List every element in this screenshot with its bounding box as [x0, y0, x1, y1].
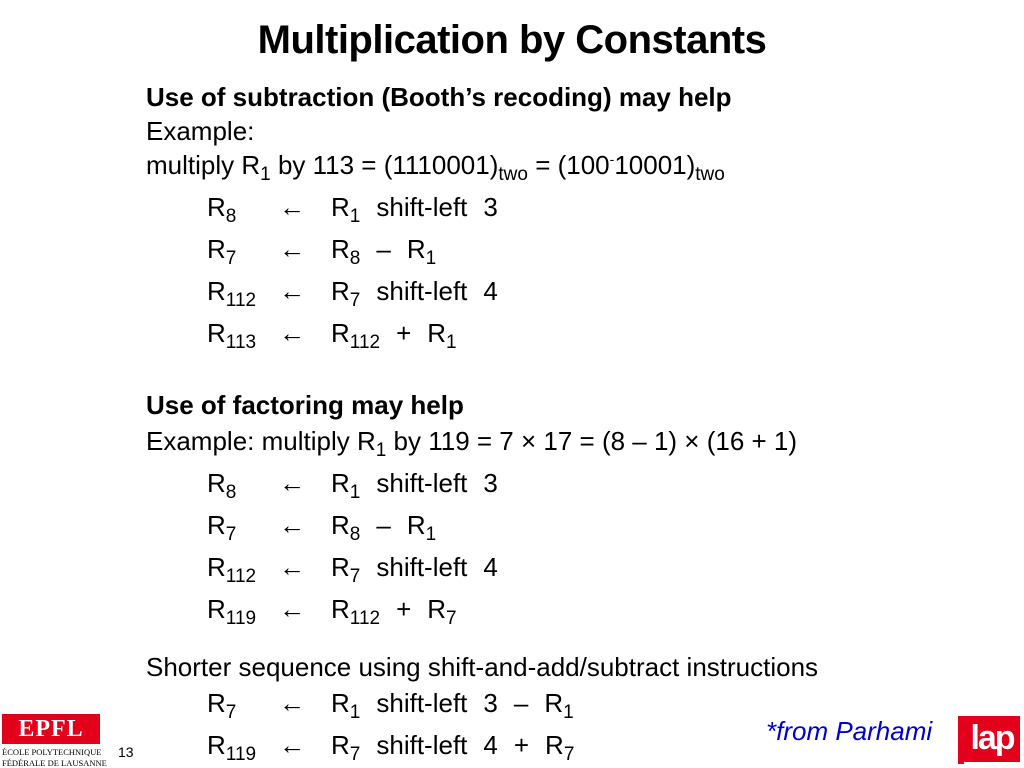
dest-register	[207, 276, 257, 311]
multiply-two1: two	[498, 164, 528, 185]
operand-sub: 1	[425, 524, 437, 545]
operation	[331, 552, 498, 587]
dest-register-sub: 7	[225, 248, 237, 269]
src-register-sub: 7	[349, 290, 361, 311]
operand: 3	[483, 468, 498, 498]
operand: 3	[483, 192, 498, 222]
dest-register-sub: 112	[225, 566, 257, 587]
dest-register	[207, 192, 237, 227]
operand: 4	[483, 730, 498, 760]
operator: +	[396, 594, 412, 624]
dest-register	[207, 234, 237, 269]
operation	[331, 594, 457, 629]
operation	[331, 276, 498, 311]
dest-register-sub: 7	[225, 524, 237, 545]
operator: –	[376, 234, 391, 264]
src-register-sub: 8	[349, 248, 361, 269]
slide-title: Multiplication by Constants	[257, 18, 767, 62]
assign-arrow: ←	[279, 730, 305, 760]
operation	[331, 192, 498, 227]
multiply-rest: 10001)	[614, 150, 696, 180]
operation	[331, 468, 498, 503]
operator: shift-left	[376, 468, 468, 498]
src-register-letter: R	[331, 730, 350, 760]
operand: R	[427, 318, 447, 348]
dest-register-letter: R	[207, 468, 226, 498]
dest-register-letter: R	[207, 510, 226, 540]
section1-example-label: Example:	[146, 116, 255, 146]
dest-register-letter: R	[207, 552, 226, 582]
operation	[331, 234, 437, 269]
dest-register-letter: R	[207, 730, 226, 760]
page-number: 13	[118, 744, 134, 760]
dest-register-letter: R	[207, 594, 226, 624]
dest-register-sub: 113	[225, 332, 257, 353]
operator-2: +	[513, 730, 530, 760]
assign-arrow: ←	[279, 552, 305, 582]
operand: R	[427, 594, 447, 624]
example2-prefix: Example: multiply R	[146, 426, 376, 456]
assign-arrow: ←	[279, 688, 305, 718]
assign-arrow: ←	[279, 594, 305, 624]
lap-logo-text: lap	[970, 719, 1014, 757]
dest-register-sub: 119	[225, 608, 257, 629]
src-register-sub: 1	[349, 482, 361, 503]
src-register-letter: R	[331, 234, 350, 264]
section2-heading: Use of factoring may help	[146, 390, 464, 420]
operation	[331, 730, 575, 765]
dest-register-sub: 7	[225, 702, 237, 723]
src-register-sub: 112	[349, 332, 381, 353]
dest-register-sub: 8	[225, 482, 237, 503]
section1-multiply-line	[146, 150, 725, 185]
dest-register-sub: 8	[225, 206, 237, 227]
operator: shift-left	[376, 192, 468, 222]
section3-heading: Shorter sequence using shift-and-add/subtract instructions	[146, 652, 819, 682]
lap-logo	[958, 714, 1022, 764]
dest-register	[207, 318, 257, 353]
section2-example-line	[146, 426, 798, 461]
dest-register-letter: R	[207, 276, 226, 306]
operand-sub: 1	[446, 332, 457, 353]
operand: 4	[483, 276, 498, 306]
assign-arrow: ←	[279, 468, 305, 498]
operation	[331, 688, 574, 723]
src-register-letter: R	[331, 318, 350, 348]
operand-2: R	[545, 730, 564, 760]
dest-register	[207, 468, 237, 503]
src-register-letter: R	[331, 688, 350, 718]
dest-register-letter: R	[207, 318, 226, 348]
example2-r-sub: 1	[375, 440, 387, 461]
src-register-letter: R	[331, 552, 350, 582]
epfl-logo-line1: ÉCOLE POLYTECHNIQUE	[2, 747, 102, 757]
assign-arrow: ←	[279, 276, 305, 306]
src-register-letter: R	[331, 510, 350, 540]
operator: shift-left	[376, 688, 468, 718]
src-register-letter: R	[331, 276, 350, 306]
operand: 3	[483, 688, 498, 718]
multiply-eq2: = (100	[527, 150, 610, 180]
multiply-middle: by 113 = (1110001)	[270, 150, 499, 180]
src-register-sub: 1	[349, 206, 361, 227]
dest-register	[207, 594, 257, 629]
operand-2-sub: 1	[563, 702, 574, 723]
dest-register	[207, 552, 257, 587]
operation	[331, 510, 437, 545]
multiply-minus-sup: -	[609, 151, 615, 167]
operator-2: –	[513, 688, 529, 718]
operator: –	[376, 510, 391, 540]
operator: shift-left	[376, 552, 468, 582]
operand-sub: 7	[446, 608, 457, 629]
epfl-logo-line2: FÉDÉRALE DE LAUSANNE	[2, 758, 107, 768]
credit-text: *from Parhami	[766, 716, 933, 746]
dest-register	[207, 510, 237, 545]
src-register-sub: 1	[349, 702, 361, 723]
src-register-letter: R	[331, 192, 350, 222]
operand-2-sub: 7	[563, 744, 575, 765]
epfl-logo-mark: EPFL	[2, 714, 100, 744]
epfl-logo	[2, 714, 106, 768]
multiply-two2: two	[695, 164, 725, 185]
dest-register-sub: 119	[225, 744, 257, 765]
dest-register-letter: R	[207, 688, 226, 718]
multiply-r-sub: 1	[260, 164, 271, 185]
src-register-sub: 7	[349, 744, 361, 765]
operand: 4	[483, 552, 498, 582]
operation	[331, 318, 457, 353]
section1-heading: Use of subtraction (Booth’s recoding) may help	[146, 82, 732, 112]
assign-arrow: ←	[279, 318, 305, 348]
assign-arrow: ←	[279, 234, 305, 264]
multiply-prefix: multiply R	[146, 150, 261, 180]
assign-arrow: ←	[279, 192, 305, 222]
src-register-letter: R	[331, 594, 350, 624]
assign-arrow: ←	[279, 510, 305, 540]
operator: shift-left	[376, 730, 468, 760]
src-register-sub: 8	[349, 524, 361, 545]
operator: +	[396, 318, 412, 348]
src-register-sub: 112	[349, 608, 381, 629]
operand-sub: 1	[425, 248, 437, 269]
dest-register-letter: R	[207, 234, 226, 264]
operand-2: R	[544, 688, 564, 718]
example2-rest: by 119 = 7 × 17 = (8 – 1) × (16 + 1)	[386, 426, 798, 456]
dest-register	[207, 730, 257, 765]
dest-register-letter: R	[207, 192, 226, 222]
operand: R	[406, 510, 426, 540]
dest-register	[207, 688, 237, 723]
src-register-letter: R	[331, 468, 350, 498]
operator: shift-left	[376, 276, 468, 306]
operand: R	[406, 234, 426, 264]
src-register-sub: 7	[349, 566, 361, 587]
dest-register-sub: 112	[225, 290, 257, 311]
